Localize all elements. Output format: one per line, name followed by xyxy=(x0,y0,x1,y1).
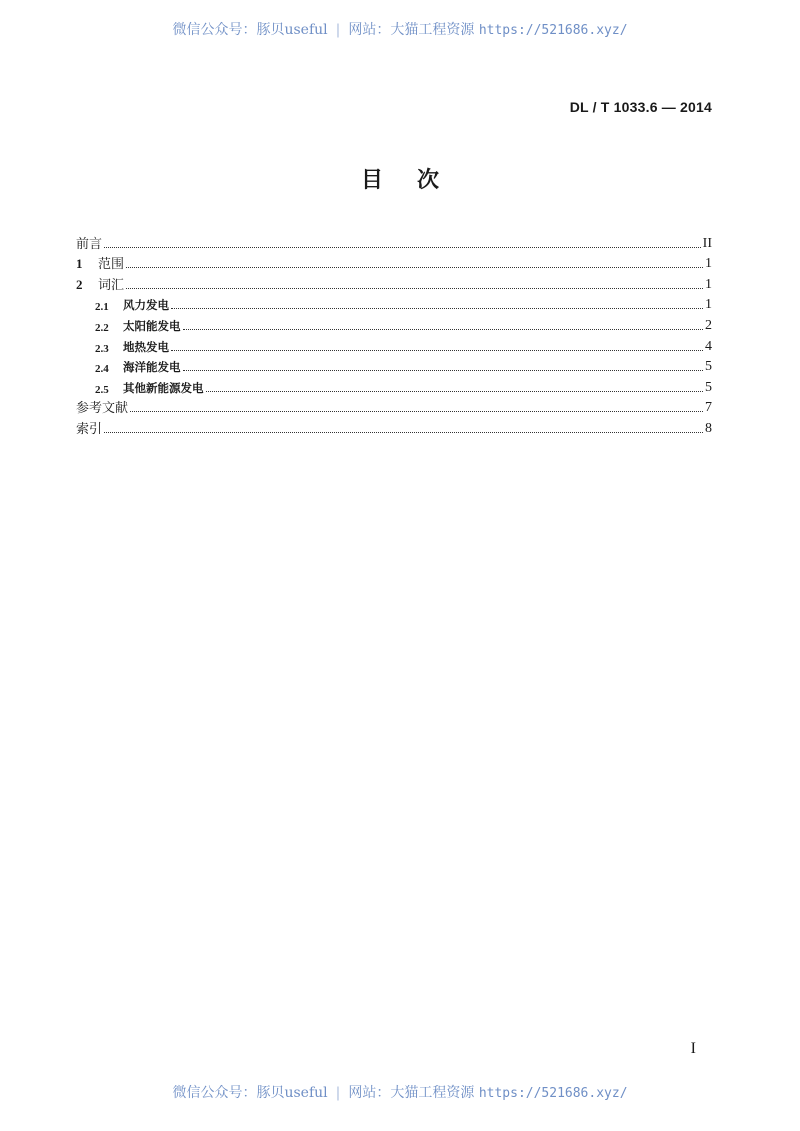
toc-num: 2.1 xyxy=(95,301,109,314)
toc-entry-2-4[interactable] xyxy=(76,355,712,376)
toc-label: 海洋能发电 xyxy=(123,360,181,375)
toc-num: 2.4 xyxy=(95,363,109,376)
title-part1: 目 xyxy=(360,168,383,193)
watermark-url: https://521686.xyz/ xyxy=(478,23,628,38)
toc-label: 太阳能发电 xyxy=(123,318,181,333)
watermark-separator: | xyxy=(335,1085,341,1101)
toc-entry-index[interactable] xyxy=(76,416,712,437)
toc-label: 地热发电 xyxy=(123,339,169,354)
page-number: I xyxy=(690,1040,696,1057)
watermark-url: https://521686.xyz/ xyxy=(478,1086,628,1101)
toc-entry-2-3[interactable] xyxy=(76,334,712,355)
dot-leader xyxy=(206,391,704,392)
toc-num: 1 xyxy=(76,256,83,272)
toc-label: 词汇 xyxy=(98,277,125,293)
toc-page: 7 xyxy=(705,400,712,416)
dot-leader xyxy=(171,308,703,309)
dot-leader xyxy=(126,288,703,289)
toc-page: 4 xyxy=(705,338,712,354)
table-of-contents xyxy=(76,231,712,437)
toc-entry-references[interactable] xyxy=(76,396,712,417)
dot-leader xyxy=(104,432,703,433)
toc-page: 1 xyxy=(705,256,712,272)
dot-leader xyxy=(183,370,704,371)
dot-leader xyxy=(171,350,703,351)
toc-entry-foreword[interactable] xyxy=(76,231,712,252)
watermark-bottom xyxy=(0,1082,800,1102)
watermark-top xyxy=(0,19,800,39)
toc-entry-vocabulary[interactable] xyxy=(76,272,712,293)
toc-entry-2-1[interactable] xyxy=(76,293,712,314)
toc-page: 1 xyxy=(705,276,712,292)
toc-label: 其他新能源发电 xyxy=(123,380,204,395)
watermark-site: 网站：大猫工程资源 xyxy=(348,22,475,38)
page-title xyxy=(0,163,800,194)
toc-entry-2-2[interactable] xyxy=(76,313,712,334)
watermark-prefix: 微信公众号：豚贝useful xyxy=(172,1085,328,1101)
watermark-separator: | xyxy=(335,22,341,38)
toc-page: 2 xyxy=(705,317,712,333)
toc-entry-2-5[interactable] xyxy=(76,375,712,396)
toc-page: 5 xyxy=(705,359,712,375)
title-part2: 次 xyxy=(417,168,440,193)
watermark-site: 网站：大猫工程资源 xyxy=(348,1085,475,1101)
dot-leader xyxy=(183,329,704,330)
toc-page: 5 xyxy=(705,379,712,395)
toc-label: 风力发电 xyxy=(123,298,169,313)
toc-num: 2.5 xyxy=(95,383,109,396)
toc-entry-scope[interactable] xyxy=(76,252,712,273)
toc-label: 前言 xyxy=(76,236,103,252)
toc-num: 2 xyxy=(76,276,83,292)
dot-leader xyxy=(104,247,701,248)
toc-page: 1 xyxy=(705,297,712,313)
toc-num: 2.2 xyxy=(95,321,109,334)
toc-page: 8 xyxy=(705,420,712,436)
toc-label: 参考文献 xyxy=(76,401,129,417)
dot-leader xyxy=(126,267,703,268)
toc-page: II xyxy=(702,235,712,251)
toc-label: 索引 xyxy=(76,421,103,437)
watermark-prefix: 微信公众号：豚贝useful xyxy=(172,22,328,38)
toc-num: 2.3 xyxy=(95,342,109,355)
toc-label: 范围 xyxy=(98,257,125,273)
dot-leader xyxy=(130,411,703,412)
standard-number: DL / T 1033.6 — 2014 xyxy=(569,99,712,115)
